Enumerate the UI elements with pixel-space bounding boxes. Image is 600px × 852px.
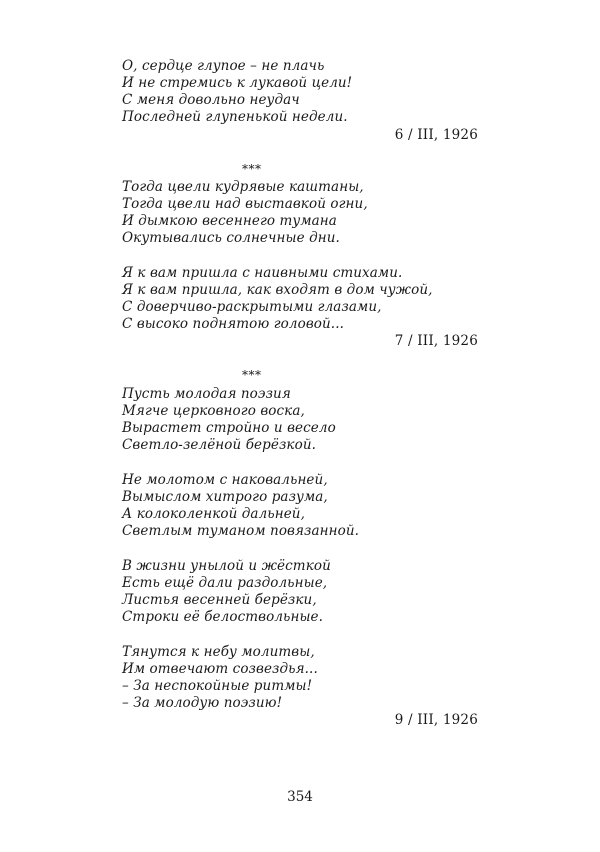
poem-line: Им отвечают созвездья... [122,661,318,677]
page-number: 354 [287,789,313,805]
poem-line: Светло-зелёной берёзкой. [122,437,317,453]
poem-date: 9 / III, 1926 [394,712,478,728]
poem-line: Светлым туманом повязанной. [122,523,360,539]
poem-line: Строки её белоствольные. [122,609,324,625]
poem-line: Вымыслом хитрого разума, [122,489,328,505]
poem-line: Вырастет стройно и весело [122,420,336,436]
poem-line: Листья весенней берёзки, [122,592,317,608]
poem-line: С доверчиво-раскрытыми глазами, [122,299,382,315]
poem-line: – За молодую поэзию! [122,695,283,711]
poem-line: О, сердце глупое – не плачь [122,58,325,74]
section-separator: *** [242,368,262,382]
poem-line: И не стремись к лукавой цели! [122,75,353,91]
poem-line: А колоколенкой дальней, [122,506,305,522]
poem-line: Есть ещё дали раздольные, [122,575,328,591]
poem-line: Тогда цвели над выставкой огни, [122,196,368,212]
poem-line: В жизни унылой и жёсткой [122,558,331,574]
poem-line: Тянутся к небу молитвы, [122,644,315,660]
poem-line: – За неспокойные ритмы! [122,678,313,694]
poem-date: 7 / III, 1926 [394,333,478,349]
poem-line: С высоко поднятою головой... [122,316,344,332]
poem-line: Я к вам пришла с наивными стихами. [122,265,403,281]
poem-date: 6 / III, 1926 [394,127,478,143]
poem-line: Окутывались солнечные дни. [122,230,340,246]
poem-line: С меня довольно неудач [122,92,300,108]
poem-line: Пусть молодая поэзия [122,386,291,402]
poem-line: Последней глупенькой недели. [122,109,348,125]
poem-line: Я к вам пришла, как входят в дом чужой, [122,282,433,298]
poem-line: Тогда цвели кудрявые каштаны, [122,179,364,195]
poem-line: И дымкою весеннего тумана [122,213,337,229]
section-separator: *** [242,162,262,176]
poem-line: Мягче церковного воска, [122,403,305,419]
poem-line: Не молотом с наковальней, [122,472,328,488]
